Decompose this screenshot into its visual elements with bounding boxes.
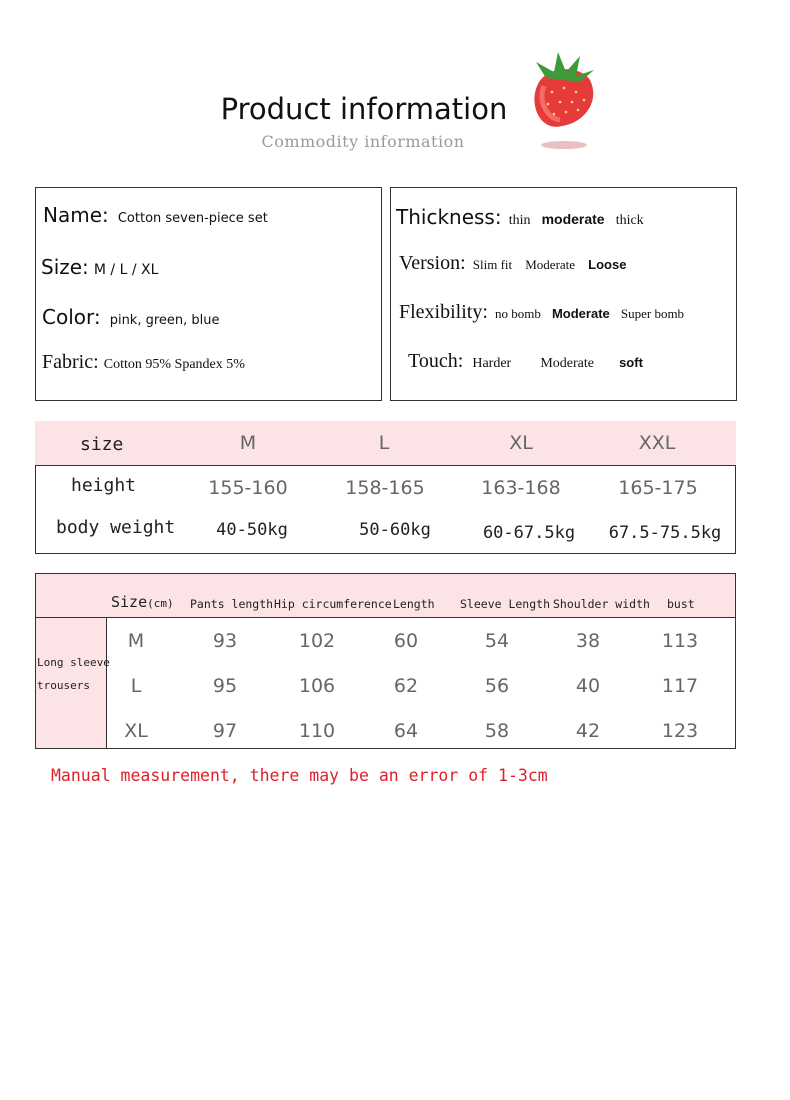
measurement-cell: 62 (393, 675, 419, 697)
size-header-cell: M (239, 432, 257, 454)
size-label: Size: (41, 255, 89, 279)
measurement-cell: 40 (575, 675, 601, 697)
flexibility-label: Flexibility: (399, 301, 488, 323)
measurement-size-header (111, 592, 174, 611)
flexibility-row (399, 301, 684, 324)
column-header: Hip circumference (274, 597, 392, 611)
measurement-cell: 113 (661, 630, 699, 652)
size-header-label: size (80, 434, 124, 455)
touch-label: Touch: (408, 350, 464, 372)
size-value: M / L / XL (93, 262, 159, 278)
measurement-cell: 102 (298, 630, 336, 652)
weight-label: body weight (56, 517, 176, 538)
height-cell: 155-160 (208, 477, 288, 499)
color-label: Color: (42, 305, 101, 329)
version-label: Version: (399, 252, 466, 274)
size-header-cell: XXL (638, 432, 676, 454)
weight-cell: 67.5-75.5kg (608, 523, 722, 543)
row-size-cell: L (130, 675, 142, 697)
touch-option: Moderate (540, 356, 594, 371)
name-value: Cotton seven-piece set (117, 211, 268, 226)
thickness-option: thick (615, 213, 644, 228)
measurement-cell: 110 (298, 720, 336, 742)
version-option: Moderate (525, 257, 576, 272)
strawberry-icon (518, 42, 608, 154)
touch-row (408, 350, 643, 373)
measurement-cell: 54 (484, 630, 510, 652)
column-header: Sleeve Length (460, 597, 551, 611)
flexibility-option: Super bomb (620, 306, 685, 321)
measurement-unit-label: (cm) (147, 597, 174, 610)
version-option-selected: Loose (588, 257, 627, 272)
thickness-option-selected: moderate (541, 211, 605, 227)
version-option: Slim fit (472, 257, 513, 272)
name-row (43, 203, 268, 227)
page-subtitle: Commodity information (261, 132, 465, 151)
row-group-label: Long sleeve (37, 656, 110, 669)
height-cell: 163-168 (481, 477, 561, 499)
name-label: Name: (43, 203, 109, 227)
height-cell: 158-165 (345, 477, 425, 499)
measurement-cell: 106 (298, 675, 336, 697)
row-group-label: trousers (37, 679, 90, 692)
fabric-row (42, 351, 245, 374)
thickness-row (396, 205, 644, 229)
flexibility-option-selected: Moderate (551, 306, 610, 321)
height-cell: 165-175 (618, 477, 698, 499)
thickness-option: thin (508, 213, 531, 228)
measurement-cell: 123 (661, 720, 699, 742)
version-row (399, 252, 626, 275)
weight-cell: 60-67.5kg (482, 523, 576, 543)
fabric-label: Fabric: (42, 351, 99, 373)
measurement-cell: 60 (393, 630, 419, 652)
thickness-label: Thickness: (396, 205, 502, 229)
column-header: Length (393, 597, 435, 611)
touch-option: Harder (472, 356, 512, 371)
measurement-size-label: Size (111, 593, 148, 611)
row-size-cell: XL (124, 720, 148, 742)
column-header: Shoulder width (553, 597, 650, 611)
color-row (42, 305, 220, 329)
column-header: Pants length (190, 597, 274, 611)
measurement-cell: 38 (575, 630, 601, 652)
measurement-cell: 58 (484, 720, 510, 742)
weight-cell: 50-60kg (359, 520, 431, 540)
fabric-value: Cotton 95% Spandex 5% (103, 357, 245, 372)
row-size-cell: M (127, 630, 145, 652)
flexibility-option: no bomb (495, 306, 541, 321)
page-title: Product information (220, 92, 508, 126)
measurement-cell: 117 (661, 675, 699, 697)
measurement-note: Manual measurement, there may be an error of 1-3cm (51, 766, 548, 785)
size-row (41, 255, 158, 279)
measurement-cell: 95 (212, 675, 238, 697)
measurement-cell: 64 (393, 720, 419, 742)
height-label: height (71, 475, 137, 496)
weight-cell: 40-50kg (216, 520, 288, 540)
color-value: pink, green, blue (109, 313, 220, 328)
measurement-cell: 56 (484, 675, 510, 697)
measurement-cell: 93 (212, 630, 238, 652)
touch-option-selected: soft (619, 355, 643, 370)
size-header-cell: XL (509, 432, 533, 454)
column-header: bust (667, 597, 695, 611)
measurement-cell: 97 (212, 720, 238, 742)
measurement-cell: 42 (575, 720, 601, 742)
size-header-cell: L (378, 432, 390, 454)
